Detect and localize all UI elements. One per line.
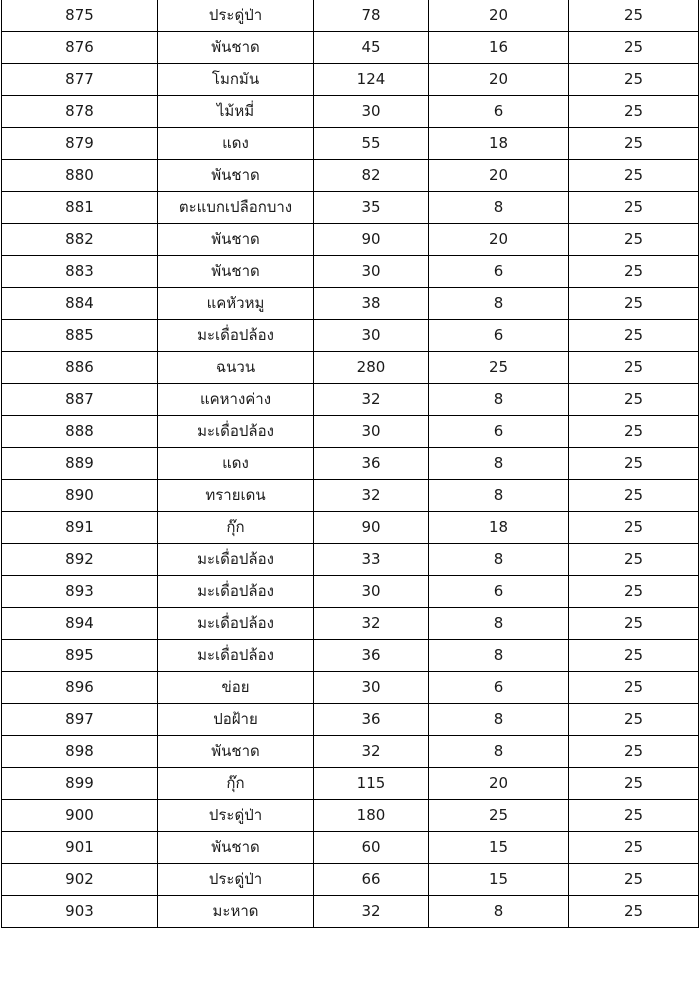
table-row: [2, 192, 699, 224]
value-cell-c: 25: [569, 640, 699, 672]
value-cell-a: 32: [314, 384, 429, 416]
value-cell-a: 30: [314, 672, 429, 704]
value-cell-a: 32: [314, 736, 429, 768]
tree-number-cell: 903: [2, 896, 158, 928]
species-name-cell: มะเดื่อปล้อง: [158, 576, 314, 608]
tree-number-cell: 887: [2, 384, 158, 416]
tree-number-cell: 902: [2, 864, 158, 896]
table-row: [2, 224, 699, 256]
value-cell-b: 8: [429, 608, 569, 640]
value-cell-a: 124: [314, 64, 429, 96]
species-name-cell: พันชาด: [158, 256, 314, 288]
value-cell-c: 25: [569, 672, 699, 704]
value-cell-b: 15: [429, 832, 569, 864]
value-cell-b: 8: [429, 448, 569, 480]
value-cell-b: 6: [429, 96, 569, 128]
value-cell-a: 30: [314, 576, 429, 608]
tree-number-cell: 880: [2, 160, 158, 192]
value-cell-b: 15: [429, 864, 569, 896]
tree-number-cell: 896: [2, 672, 158, 704]
value-cell-b: 6: [429, 576, 569, 608]
species-name-cell: ไม้หมี่: [158, 96, 314, 128]
table-row: [2, 896, 699, 928]
table-row: [2, 736, 699, 768]
value-cell-a: 30: [314, 256, 429, 288]
value-cell-c: 25: [569, 96, 699, 128]
value-cell-a: 36: [314, 448, 429, 480]
tree-number-cell: 881: [2, 192, 158, 224]
value-cell-a: 32: [314, 896, 429, 928]
species-name-cell: ตะแบกเปลือกบาง: [158, 192, 314, 224]
value-cell-c: 25: [569, 128, 699, 160]
species-name-cell: ข่อย: [158, 672, 314, 704]
value-cell-b: 8: [429, 384, 569, 416]
value-cell-b: 6: [429, 416, 569, 448]
value-cell-a: 82: [314, 160, 429, 192]
value-cell-a: 90: [314, 224, 429, 256]
value-cell-c: 25: [569, 576, 699, 608]
value-cell-a: 30: [314, 320, 429, 352]
value-cell-a: 45: [314, 32, 429, 64]
value-cell-a: 280: [314, 352, 429, 384]
species-name-cell: ฉนวน: [158, 352, 314, 384]
table-row: [2, 384, 699, 416]
value-cell-c: 25: [569, 544, 699, 576]
table-row: [2, 576, 699, 608]
species-name-cell: แคหางค่าง: [158, 384, 314, 416]
value-cell-b: 8: [429, 288, 569, 320]
table-body: [2, 0, 699, 928]
table-row: [2, 64, 699, 96]
species-name-cell: พันชาด: [158, 832, 314, 864]
tree-number-cell: 901: [2, 832, 158, 864]
species-name-cell: ปอฝ้าย: [158, 704, 314, 736]
species-name-cell: กุ๊ก: [158, 768, 314, 800]
tree-number-cell: 875: [2, 0, 158, 32]
tree-number-cell: 889: [2, 448, 158, 480]
value-cell-b: 8: [429, 640, 569, 672]
species-name-cell: ประดู่ป่า: [158, 800, 314, 832]
table-row: [2, 704, 699, 736]
table-row: [2, 128, 699, 160]
tree-number-cell: 900: [2, 800, 158, 832]
value-cell-b: 6: [429, 672, 569, 704]
species-name-cell: แคหัวหมู: [158, 288, 314, 320]
value-cell-c: 25: [569, 32, 699, 64]
species-name-cell: พันชาด: [158, 32, 314, 64]
value-cell-b: 8: [429, 736, 569, 768]
value-cell-c: 25: [569, 736, 699, 768]
table-row: [2, 832, 699, 864]
table-row: [2, 352, 699, 384]
table-row: [2, 96, 699, 128]
value-cell-b: 20: [429, 224, 569, 256]
table-row: [2, 512, 699, 544]
species-name-cell: แดง: [158, 448, 314, 480]
value-cell-b: 20: [429, 160, 569, 192]
value-cell-c: 25: [569, 768, 699, 800]
value-cell-a: 78: [314, 0, 429, 32]
table-row: [2, 160, 699, 192]
tree-number-cell: 876: [2, 32, 158, 64]
tree-number-cell: 877: [2, 64, 158, 96]
value-cell-a: 66: [314, 864, 429, 896]
table-row: [2, 544, 699, 576]
value-cell-a: 33: [314, 544, 429, 576]
species-name-cell: พันชาด: [158, 224, 314, 256]
value-cell-b: 8: [429, 704, 569, 736]
value-cell-b: 25: [429, 352, 569, 384]
value-cell-c: 25: [569, 192, 699, 224]
value-cell-b: 20: [429, 64, 569, 96]
value-cell-c: 25: [569, 0, 699, 32]
table-row: [2, 320, 699, 352]
value-cell-c: 25: [569, 160, 699, 192]
tree-data-table-container: [1, 0, 698, 928]
species-name-cell: พันชาด: [158, 736, 314, 768]
table-row: [2, 768, 699, 800]
tree-number-cell: 888: [2, 416, 158, 448]
value-cell-c: 25: [569, 320, 699, 352]
value-cell-c: 25: [569, 256, 699, 288]
tree-number-cell: 894: [2, 608, 158, 640]
species-name-cell: มะเดื่อปล้อง: [158, 640, 314, 672]
value-cell-c: 25: [569, 704, 699, 736]
species-name-cell: แดง: [158, 128, 314, 160]
value-cell-c: 25: [569, 288, 699, 320]
value-cell-c: 25: [569, 448, 699, 480]
value-cell-c: 25: [569, 352, 699, 384]
value-cell-a: 90: [314, 512, 429, 544]
species-name-cell: มะหาด: [158, 896, 314, 928]
species-name-cell: มะเดื่อปล้อง: [158, 320, 314, 352]
tree-number-cell: 882: [2, 224, 158, 256]
value-cell-c: 25: [569, 64, 699, 96]
species-name-cell: ประดู่ป่า: [158, 0, 314, 32]
value-cell-c: 25: [569, 384, 699, 416]
tree-number-cell: 884: [2, 288, 158, 320]
table-row: [2, 288, 699, 320]
tree-number-cell: 890: [2, 480, 158, 512]
value-cell-c: 25: [569, 224, 699, 256]
table-row: [2, 32, 699, 64]
tree-number-cell: 885: [2, 320, 158, 352]
tree-number-cell: 898: [2, 736, 158, 768]
value-cell-c: 25: [569, 608, 699, 640]
value-cell-a: 60: [314, 832, 429, 864]
table-row: [2, 800, 699, 832]
value-cell-c: 25: [569, 832, 699, 864]
value-cell-b: 6: [429, 256, 569, 288]
tree-number-cell: 893: [2, 576, 158, 608]
value-cell-b: 20: [429, 0, 569, 32]
table-row: [2, 672, 699, 704]
species-name-cell: ทรายเดน: [158, 480, 314, 512]
tree-number-cell: 895: [2, 640, 158, 672]
value-cell-b: 18: [429, 512, 569, 544]
tree-number-cell: 899: [2, 768, 158, 800]
value-cell-a: 36: [314, 640, 429, 672]
tree-number-cell: 897: [2, 704, 158, 736]
table-row: [2, 416, 699, 448]
value-cell-a: 30: [314, 96, 429, 128]
species-name-cell: ประดู่ป่า: [158, 864, 314, 896]
tree-number-cell: 878: [2, 96, 158, 128]
value-cell-b: 20: [429, 768, 569, 800]
value-cell-a: 36: [314, 704, 429, 736]
table-row: [2, 480, 699, 512]
species-name-cell: กุ๊ก: [158, 512, 314, 544]
value-cell-a: 115: [314, 768, 429, 800]
value-cell-b: 8: [429, 192, 569, 224]
value-cell-b: 25: [429, 800, 569, 832]
value-cell-b: 8: [429, 896, 569, 928]
tree-number-cell: 892: [2, 544, 158, 576]
value-cell-c: 25: [569, 480, 699, 512]
tree-number-cell: 879: [2, 128, 158, 160]
value-cell-c: 25: [569, 512, 699, 544]
value-cell-c: 25: [569, 896, 699, 928]
value-cell-a: 32: [314, 480, 429, 512]
table-row: [2, 256, 699, 288]
table-row: [2, 0, 699, 32]
species-name-cell: มะเดื่อปล้อง: [158, 544, 314, 576]
value-cell-a: 55: [314, 128, 429, 160]
table-row: [2, 640, 699, 672]
value-cell-c: 25: [569, 864, 699, 896]
value-cell-a: 30: [314, 416, 429, 448]
table-row: [2, 448, 699, 480]
value-cell-a: 35: [314, 192, 429, 224]
value-cell-b: 18: [429, 128, 569, 160]
value-cell-b: 16: [429, 32, 569, 64]
value-cell-b: 6: [429, 320, 569, 352]
tree-number-cell: 886: [2, 352, 158, 384]
value-cell-c: 25: [569, 416, 699, 448]
value-cell-b: 8: [429, 544, 569, 576]
table-row: [2, 864, 699, 896]
tree-number-cell: 891: [2, 512, 158, 544]
value-cell-c: 25: [569, 800, 699, 832]
value-cell-a: 32: [314, 608, 429, 640]
species-name-cell: มะเดื่อปล้อง: [158, 416, 314, 448]
species-name-cell: พันชาด: [158, 160, 314, 192]
species-name-cell: มะเดื่อปล้อง: [158, 608, 314, 640]
tree-data-table: [1, 0, 699, 928]
value-cell-b: 8: [429, 480, 569, 512]
value-cell-a: 180: [314, 800, 429, 832]
table-row: [2, 608, 699, 640]
tree-number-cell: 883: [2, 256, 158, 288]
species-name-cell: โมกมัน: [158, 64, 314, 96]
value-cell-a: 38: [314, 288, 429, 320]
